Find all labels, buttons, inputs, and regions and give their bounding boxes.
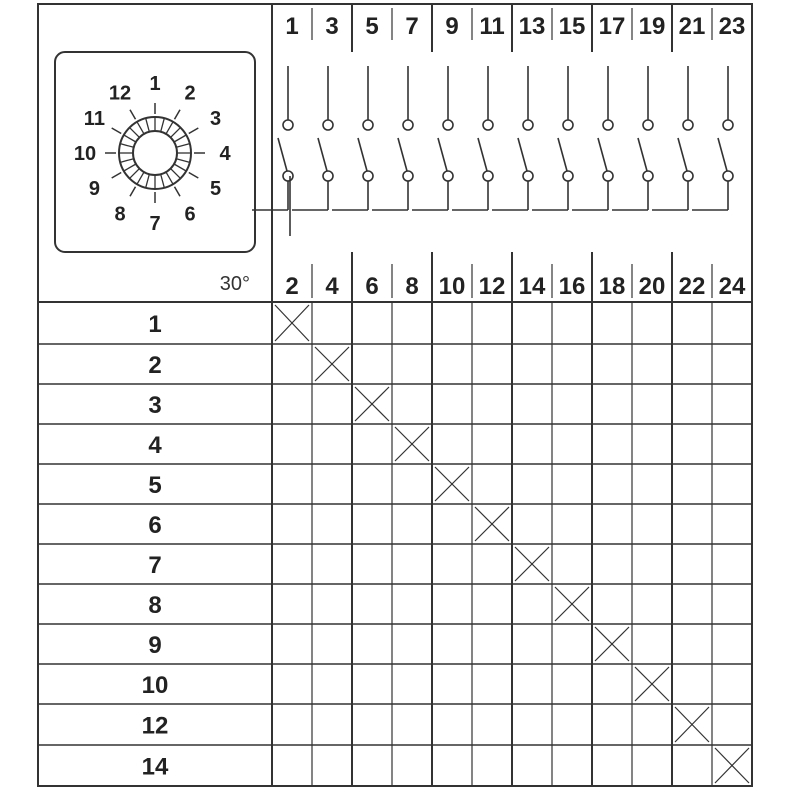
contact-blade: [438, 138, 447, 171]
dial-tooth: [161, 118, 165, 132]
contact-terminal-bottom: [523, 171, 533, 181]
dial-position-label: 6: [184, 203, 196, 226]
position-row-label: 6: [148, 512, 162, 539]
dial-tooth: [130, 169, 140, 179]
dial-position-tick: [112, 173, 122, 179]
contact-terminal-bottom: [723, 171, 733, 181]
dial-position-label: 1: [149, 73, 161, 95]
dial-tooth: [161, 174, 165, 188]
terminal-bottom-label: 12: [478, 273, 506, 300]
contact-terminal-bottom: [563, 171, 573, 181]
terminal-bottom-label: 18: [598, 273, 626, 300]
contact-terminal-bottom: [683, 171, 693, 181]
contact-blade: [398, 138, 407, 171]
dial-position-tick: [175, 110, 181, 120]
terminal-top-label: 3: [325, 13, 339, 40]
dial-position-label: 10: [73, 143, 97, 165]
dial-tooth: [171, 128, 181, 138]
terminal-top-label: 9: [445, 13, 459, 40]
switching-angle-label: 30°: [219, 273, 250, 295]
position-row-label: 5: [148, 472, 162, 499]
contact-blade: [638, 138, 647, 171]
dial-position-tick: [112, 128, 122, 134]
contact-terminal-bottom: [443, 171, 453, 181]
terminal-top-label: 17: [598, 13, 626, 40]
position-row-label: 14: [141, 753, 169, 781]
contact-terminal-top: [643, 120, 653, 130]
contact-terminal-top: [723, 120, 733, 130]
position-row-label: 9: [148, 632, 162, 659]
selector-dial: [55, 52, 255, 252]
contact-blade: [278, 138, 287, 171]
terminal-bottom-label: 14: [518, 273, 546, 300]
contact-blade: [318, 138, 327, 171]
dial-position-tick: [130, 187, 136, 197]
dial-tooth: [137, 122, 144, 134]
contact-blade: [558, 138, 567, 171]
terminal-bottom-label: 2: [285, 273, 299, 300]
dial-tooth: [176, 159, 190, 163]
dial-position-label: 4: [219, 143, 231, 165]
terminal-bottom-label: 22: [678, 273, 706, 300]
contact-blade: [358, 138, 367, 171]
contact-blade: [598, 138, 607, 171]
contact-blade: [718, 138, 727, 171]
dial-position-label: 3: [210, 108, 222, 130]
dial-tooth: [166, 122, 173, 134]
dial-position-tick: [130, 110, 136, 120]
contact-blade: [678, 138, 687, 171]
position-row-label: 7: [148, 552, 162, 579]
contact-blade: [478, 138, 487, 171]
dial-tooth: [124, 164, 136, 171]
contact-terminal-top: [483, 120, 493, 130]
terminal-top-label: 15: [558, 13, 586, 40]
contact-terminal-bottom: [283, 171, 293, 181]
dial-position-label: 5: [210, 178, 222, 200]
contact-blade: [518, 138, 527, 171]
terminal-top-label: 11: [479, 13, 505, 40]
contact-terminal-top: [403, 120, 413, 130]
terminal-labels: [285, 13, 746, 300]
position-row-label: 1: [148, 311, 162, 338]
contact-terminal-top: [283, 120, 293, 130]
dial-tooth: [137, 172, 144, 184]
dial-position-label: 2: [184, 82, 196, 105]
contact-terminal-top: [363, 120, 373, 130]
contact-terminal-top: [603, 120, 613, 130]
position-row-label: 8: [148, 592, 162, 619]
dial-tooth: [120, 159, 134, 163]
position-rows: [142, 311, 169, 781]
contact-terminal-top: [523, 120, 533, 130]
terminal-bottom-label: 20: [638, 273, 666, 300]
contact-terminal-bottom: [363, 171, 373, 181]
terminal-top-label: 1: [285, 13, 299, 40]
terminal-bottom-label: 24: [718, 273, 746, 300]
contact-terminal-top: [323, 120, 333, 130]
position-row-label: 10: [141, 672, 169, 699]
dial-position-label: 12: [108, 82, 132, 105]
dial-position-label: 7: [149, 213, 161, 235]
dial-position-tick: [175, 187, 181, 197]
dial-tooth: [174, 164, 186, 171]
dial-tooth: [166, 172, 173, 184]
terminal-top-label: 13: [518, 13, 546, 40]
terminal-bottom-label: 16: [558, 273, 586, 300]
position-row-label: 4: [148, 432, 162, 459]
terminal-bottom-label: 4: [325, 273, 339, 300]
position-row-label: 12: [141, 712, 169, 740]
terminal-top-label: 5: [365, 13, 379, 40]
terminal-bottom-label: 6: [365, 273, 379, 300]
dial-position-label: 9: [88, 178, 100, 200]
contact-terminal-bottom: [603, 171, 613, 181]
contact-terminal-top: [683, 120, 693, 130]
dial-position-tick: [189, 173, 199, 179]
terminal-top-label: 7: [405, 13, 419, 40]
contact-terminal-bottom: [323, 171, 333, 181]
dial-tooth: [124, 135, 136, 142]
dial-tooth: [176, 144, 190, 148]
dial-tooth: [120, 144, 134, 148]
dial-tooth: [174, 135, 186, 142]
dial-position-label: 11: [83, 108, 105, 130]
contact-terminal-top: [563, 120, 573, 130]
dial-tooth: [146, 118, 150, 132]
position-row-label: 3: [148, 392, 162, 419]
contact-schematic: [252, 66, 733, 236]
terminal-bottom-label: 8: [405, 273, 419, 300]
terminal-bottom-label: 10: [438, 273, 466, 300]
dial-position-label: 8: [114, 203, 126, 226]
contact-terminal-bottom: [483, 171, 493, 181]
terminal-top-label: 21: [678, 13, 706, 40]
contact-terminal-bottom: [643, 171, 653, 181]
dial-tooth: [130, 128, 140, 138]
terminal-top-label: 19: [638, 13, 666, 40]
contact-terminal-top: [443, 120, 453, 130]
terminal-top-label: 23: [718, 13, 746, 40]
dial-inner-ring: [133, 131, 177, 175]
position-row-label: 2: [148, 352, 162, 379]
dial-position-tick: [189, 128, 199, 134]
dial-tooth: [171, 169, 181, 179]
contact-terminal-bottom: [403, 171, 413, 181]
dial-tooth: [146, 174, 150, 188]
